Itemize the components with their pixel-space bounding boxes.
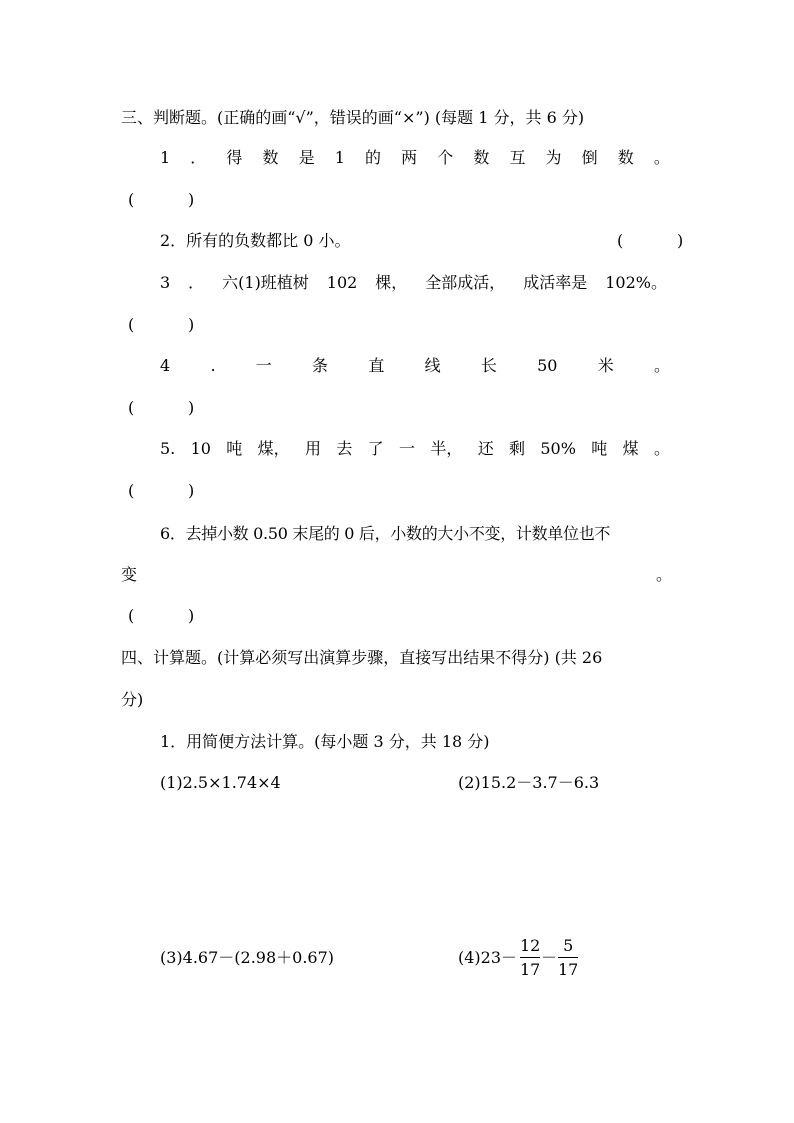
q1-token: 为 [545, 148, 562, 167]
q4-token: 米 [597, 356, 614, 375]
q1-token: 1 [334, 148, 345, 167]
question-5 [160, 441, 670, 457]
problem-4-fraction-1 [520, 938, 540, 978]
question-6-line-2-end: 。 [656, 565, 673, 584]
q4-token: 条 [312, 356, 329, 375]
q5-token: 10 [190, 439, 211, 458]
q3-token: ． [188, 273, 205, 292]
fraction-1-numerator: 12 [520, 938, 540, 958]
q1-token: 是 [298, 148, 315, 167]
section-4-heading-cont: 分) [121, 690, 144, 709]
q1-token: 个 [437, 148, 454, 167]
q1-token: 数 [617, 148, 634, 167]
q5-token: 煤， [257, 439, 290, 458]
q4-token: 直 [368, 356, 385, 375]
q4-token: 4 [160, 356, 171, 375]
q4-token: 。 [653, 356, 670, 375]
fraction-2-denominator: 17 [558, 960, 579, 979]
q4-token: 线 [424, 356, 441, 375]
q1-token: 得 [226, 148, 243, 167]
q1-token: 倒 [581, 148, 598, 167]
problem-4-prefix: (4)23－ [458, 948, 518, 967]
question-3 [160, 275, 667, 291]
q1-token: 数 [473, 148, 490, 167]
q3-token: 棵， [375, 273, 408, 292]
q1-token: 互 [509, 148, 526, 167]
question-1 [160, 150, 670, 166]
q3-token: 102%。 [605, 273, 667, 292]
q5-token: 半， [430, 439, 463, 458]
problem-1: (1)2.5×1.74×4 [160, 773, 281, 792]
subsection-1-heading: 1．用简便方法计算。(每小题 3 分，共 18 分) [160, 732, 490, 751]
section-4-heading: 四、计算题。(计算必须写出演算步骤，直接写出结果不得分) (共 26 [121, 648, 603, 667]
q5-token: 煤 [622, 439, 639, 458]
question-6-line-1: 6．去掉小数 0.50 末尾的 0 后，小数的大小不变，计数单位也不 [160, 524, 611, 543]
q5-token: 了 [367, 439, 384, 458]
q4-token: . [210, 356, 216, 375]
q5-token: 还 [477, 439, 494, 458]
problem-3: (3)4.67－(2.98＋0.67) [160, 948, 335, 967]
section-3-heading: 三、判断题。(正确的画“√”，错误的画“×”) (每题 1 分，共 6 分) [121, 108, 585, 127]
problem-4-fraction-2 [558, 938, 578, 978]
q4-token: 长 [480, 356, 497, 375]
q3-token: 全部成活， [425, 273, 506, 292]
q5-token: 50% [540, 439, 576, 458]
question-4 [160, 358, 670, 374]
q5-token: 吨 [591, 439, 608, 458]
problem-4-minus: － [541, 948, 558, 967]
problem-2: (2)15.2－3.7－6.3 [458, 773, 600, 792]
q5-token: 去 [336, 439, 353, 458]
q5-token: 5. [160, 439, 176, 458]
q4-token: 一 [255, 356, 272, 375]
q1-token: 的 [365, 148, 382, 167]
q3-token: 六(1)班植树 [222, 273, 309, 292]
q5-token: 用 [304, 439, 321, 458]
q5-token: 。 [653, 439, 670, 458]
q1-token: 1 [160, 148, 171, 167]
question-6-line-2-start: 变 [121, 565, 138, 584]
fraction-2-numerator: 5 [558, 938, 578, 958]
question-2: 2．所有的负数都比 0 小。 [160, 231, 351, 250]
q4-token: 50 [537, 356, 558, 375]
q5-token: 剩 [509, 439, 526, 458]
q1-token: 。 [653, 148, 670, 167]
q3-token: 3 [160, 273, 171, 292]
q1-token: 两 [401, 148, 418, 167]
q3-token: 102 [326, 273, 358, 292]
q3-token: 成活率是 [523, 273, 588, 292]
q1-token: 数 [262, 148, 279, 167]
q1-token: ． [190, 148, 207, 167]
q5-token: 一 [399, 439, 416, 458]
fraction-1-denominator: 17 [520, 960, 541, 979]
q5-token: 吨 [226, 439, 243, 458]
